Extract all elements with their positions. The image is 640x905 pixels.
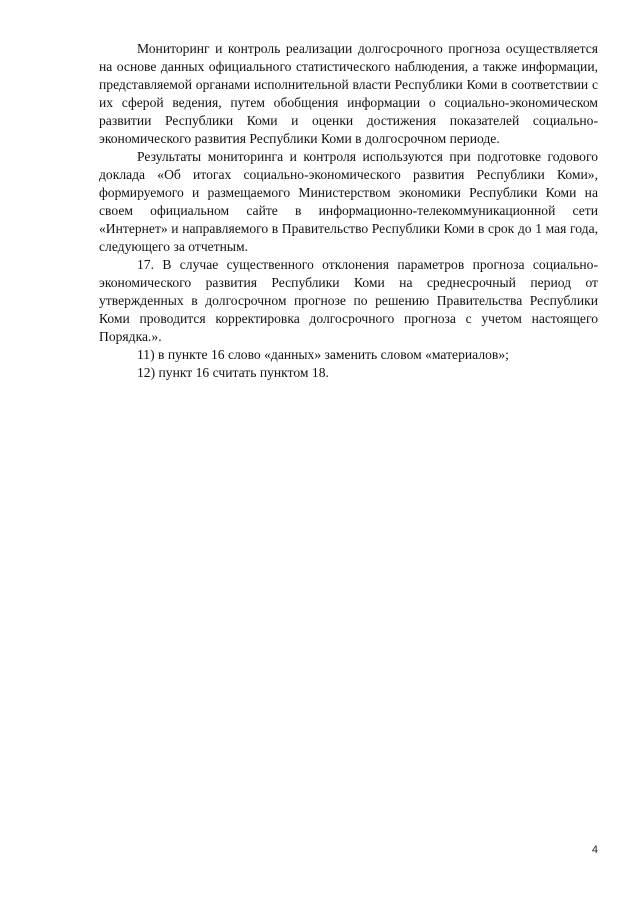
paragraph-item-17: 17. В случае существенного отклонения параметров прогноза социально-экономического развития Республики Коми на среднесрочный период от утвержденных в долгосрочном прогнозе по решению Правительства Республики Коми проводится корректировка долгосрочного прогноза с учетом настоящего Порядка.». xyxy=(99,257,598,344)
document-body xyxy=(99,40,598,382)
paragraph-results: Результаты мониторинга и контроля используются при подготовке годового доклада «Об итогах социально-экономического развития Республики Коми», формируемого и размещаемого Министерством экономики Республики Коми на своем официальном сайте в информационно-телекоммуникационной сети «Интернет» и направляемого в Правительство Республики Коми в срок до 1 мая года, следующего за отчетным. xyxy=(99,149,598,254)
page-number: 4 xyxy=(591,844,598,856)
amendment-item-11: 11) в пункте 16 слово «данных» заменить словом «материалов»; xyxy=(137,347,509,362)
amendment-item-12: 12) пункт 16 считать пунктом 18. xyxy=(137,365,329,380)
paragraph-monitoring: Мониторинг и контроль реализации долгосрочного прогноза осуществляется на основе данных официального статистического наблюдения, а также информации, представляемой органами исполнительной власти Республики Коми в соответствии с их сферой ведения, путем обобщения информации о социально-экономическом развитии Республики Коми и оценки достижения показателей социально-экономического развития Республики Коми в долгосрочном периоде. xyxy=(99,41,598,146)
